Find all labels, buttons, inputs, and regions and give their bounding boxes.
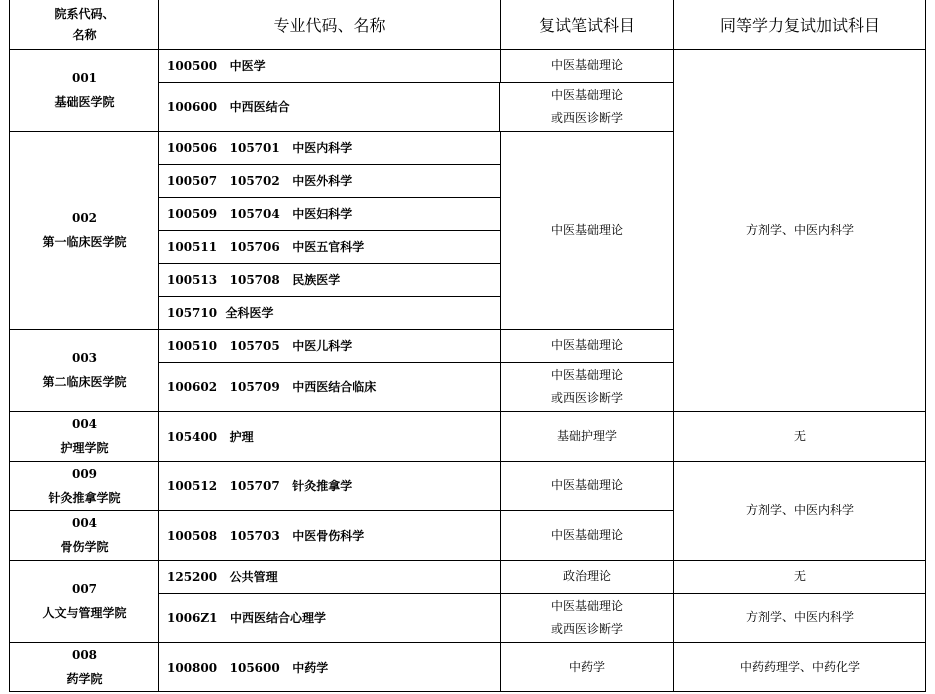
grid-line <box>673 0 674 692</box>
major-cell: 100500 中医学 <box>167 59 266 73</box>
dept-cell <box>10 560 159 642</box>
grid-line <box>158 593 926 594</box>
major-cell: 100510 105705 中医儿科学 <box>167 339 353 353</box>
major-cell: 105400 护理 <box>167 429 254 444</box>
extra-subject-cell: 无 <box>793 428 806 443</box>
written-subject-line: 或西医诊断学 <box>550 621 623 636</box>
written-subject-cell <box>500 49 674 82</box>
written-subject-line: 或西医诊断学 <box>550 390 623 405</box>
written-subject-cell <box>500 461 674 510</box>
dept-code: 009 <box>71 466 98 481</box>
dept-name: 药学院 <box>66 672 103 686</box>
dept-name: 针灸推拿学院 <box>48 490 121 505</box>
dept-name: 人文与管理学院 <box>42 606 127 620</box>
dept-name: 基础医学院 <box>54 95 115 109</box>
written-subject-cell <box>500 560 674 593</box>
extra-subject-cell: 方剂学、中医内科学 <box>745 222 854 237</box>
grid-line <box>9 131 674 132</box>
grid-line <box>158 362 674 363</box>
header-written: 复试笔试科目 <box>538 16 635 35</box>
written-subject-line: 中医基础理论 <box>550 598 623 613</box>
dept-code: 008 <box>71 648 98 662</box>
grid-line <box>158 164 500 165</box>
grid-line <box>158 296 500 297</box>
dept-code: 007 <box>71 582 98 596</box>
grid-line <box>158 263 500 264</box>
major-cell: 100506 105701 中医内科学 <box>167 141 353 155</box>
major-cell: 100511 105706 中医五官科学 <box>167 240 365 254</box>
grid-line <box>9 642 926 643</box>
dept-name: 护理学院 <box>60 441 109 455</box>
header-major: 专业代码、名称 <box>273 16 386 35</box>
header-extra: 同等学力复试加试科目 <box>719 16 880 35</box>
major-cell: 100512 105707 针灸推拿学 <box>167 479 353 493</box>
major-cell: 100509 105704 中医妇科学 <box>167 207 353 221</box>
written-subject-line: 中医基础理论 <box>550 367 623 382</box>
major-cell: 100600 中西医结合 <box>167 100 290 114</box>
grid-line <box>925 0 926 692</box>
header-dept-line1: 院系代码、 <box>54 6 115 21</box>
dept-cell <box>10 329 159 411</box>
written-subject-line: 中医基础理论 <box>550 87 623 102</box>
major-cell: 100508 105703 中医骨伤科学 <box>167 528 365 543</box>
dept-code: 004 <box>71 516 98 530</box>
written-subject-cell <box>500 510 674 560</box>
header-dept-line2: 名称 <box>72 27 97 42</box>
written-subject-cell <box>500 362 674 411</box>
written-subject-line: 中药学 <box>568 659 605 674</box>
grid-line <box>9 691 926 692</box>
dept-code: 002 <box>71 211 98 225</box>
dept-cell <box>10 411 159 461</box>
dept-name: 第二临床医学院 <box>42 375 127 389</box>
major-cell: 100602 105709 中西医结合临床 <box>167 380 377 394</box>
written-subject-line: 中医基础理论 <box>550 222 623 237</box>
grid-line <box>158 197 500 198</box>
dept-name: 第一临床医学院 <box>42 235 127 249</box>
written-subject-line: 或西医诊断学 <box>550 110 623 125</box>
header-dept <box>10 0 159 49</box>
grid-line <box>9 560 926 561</box>
extra-subject-cell: 方剂学、中医内科学 <box>745 610 854 624</box>
dept-code: 003 <box>71 351 98 365</box>
grid-line <box>9 461 926 462</box>
dept-cell <box>10 131 159 329</box>
major-cell: 125200 公共管理 <box>167 570 278 584</box>
dept-code: 004 <box>71 417 98 431</box>
written-subject-line: 中医基础理论 <box>550 338 623 352</box>
grid-line <box>158 0 159 692</box>
major-cell: 100513 105708 民族医学 <box>167 273 341 287</box>
written-subject-cell <box>500 329 674 362</box>
written-subject-line: 中医基础理论 <box>550 527 623 542</box>
extra-subject-cell: 方剂学、中医内科学 <box>745 503 854 517</box>
major-cell: 100800 105600 中药学 <box>167 660 329 675</box>
written-subject-cell <box>500 642 674 692</box>
written-subject-line: 政治理论 <box>562 569 611 583</box>
grid-line <box>9 329 674 330</box>
written-subject-line: 中医基础理论 <box>550 478 623 492</box>
extra-subject-cell: 无 <box>793 569 806 583</box>
major-cell: 100507 105702 中医外科学 <box>167 174 353 188</box>
dept-name: 骨伤学院 <box>60 540 109 554</box>
dept-cell <box>10 49 159 131</box>
written-subject-cell <box>500 411 674 461</box>
extra-subject-cell: 中药药理学、中药化学 <box>739 659 860 674</box>
grid-line <box>9 49 926 50</box>
grid-line <box>9 510 674 511</box>
grid-line <box>158 230 500 231</box>
grid-line <box>500 0 501 82</box>
dept-cell <box>10 642 159 692</box>
dept-cell <box>10 461 159 510</box>
dept-code: 001 <box>71 71 98 85</box>
written-subject-cell <box>500 82 674 131</box>
written-subject-line: 基础护理学 <box>556 428 617 443</box>
grid-line <box>9 0 10 692</box>
written-subject-cell <box>500 131 674 329</box>
written-subject-line: 中医基础理论 <box>550 58 623 72</box>
written-subject-cell <box>500 593 674 642</box>
grid-line <box>499 82 500 131</box>
grid-line <box>9 411 926 412</box>
dept-cell <box>10 510 159 560</box>
major-cell: 1006Z1 中西医结合心理学 <box>167 611 327 625</box>
grid-line <box>158 82 674 83</box>
major-cell: 105710 全科医学 <box>167 306 274 320</box>
